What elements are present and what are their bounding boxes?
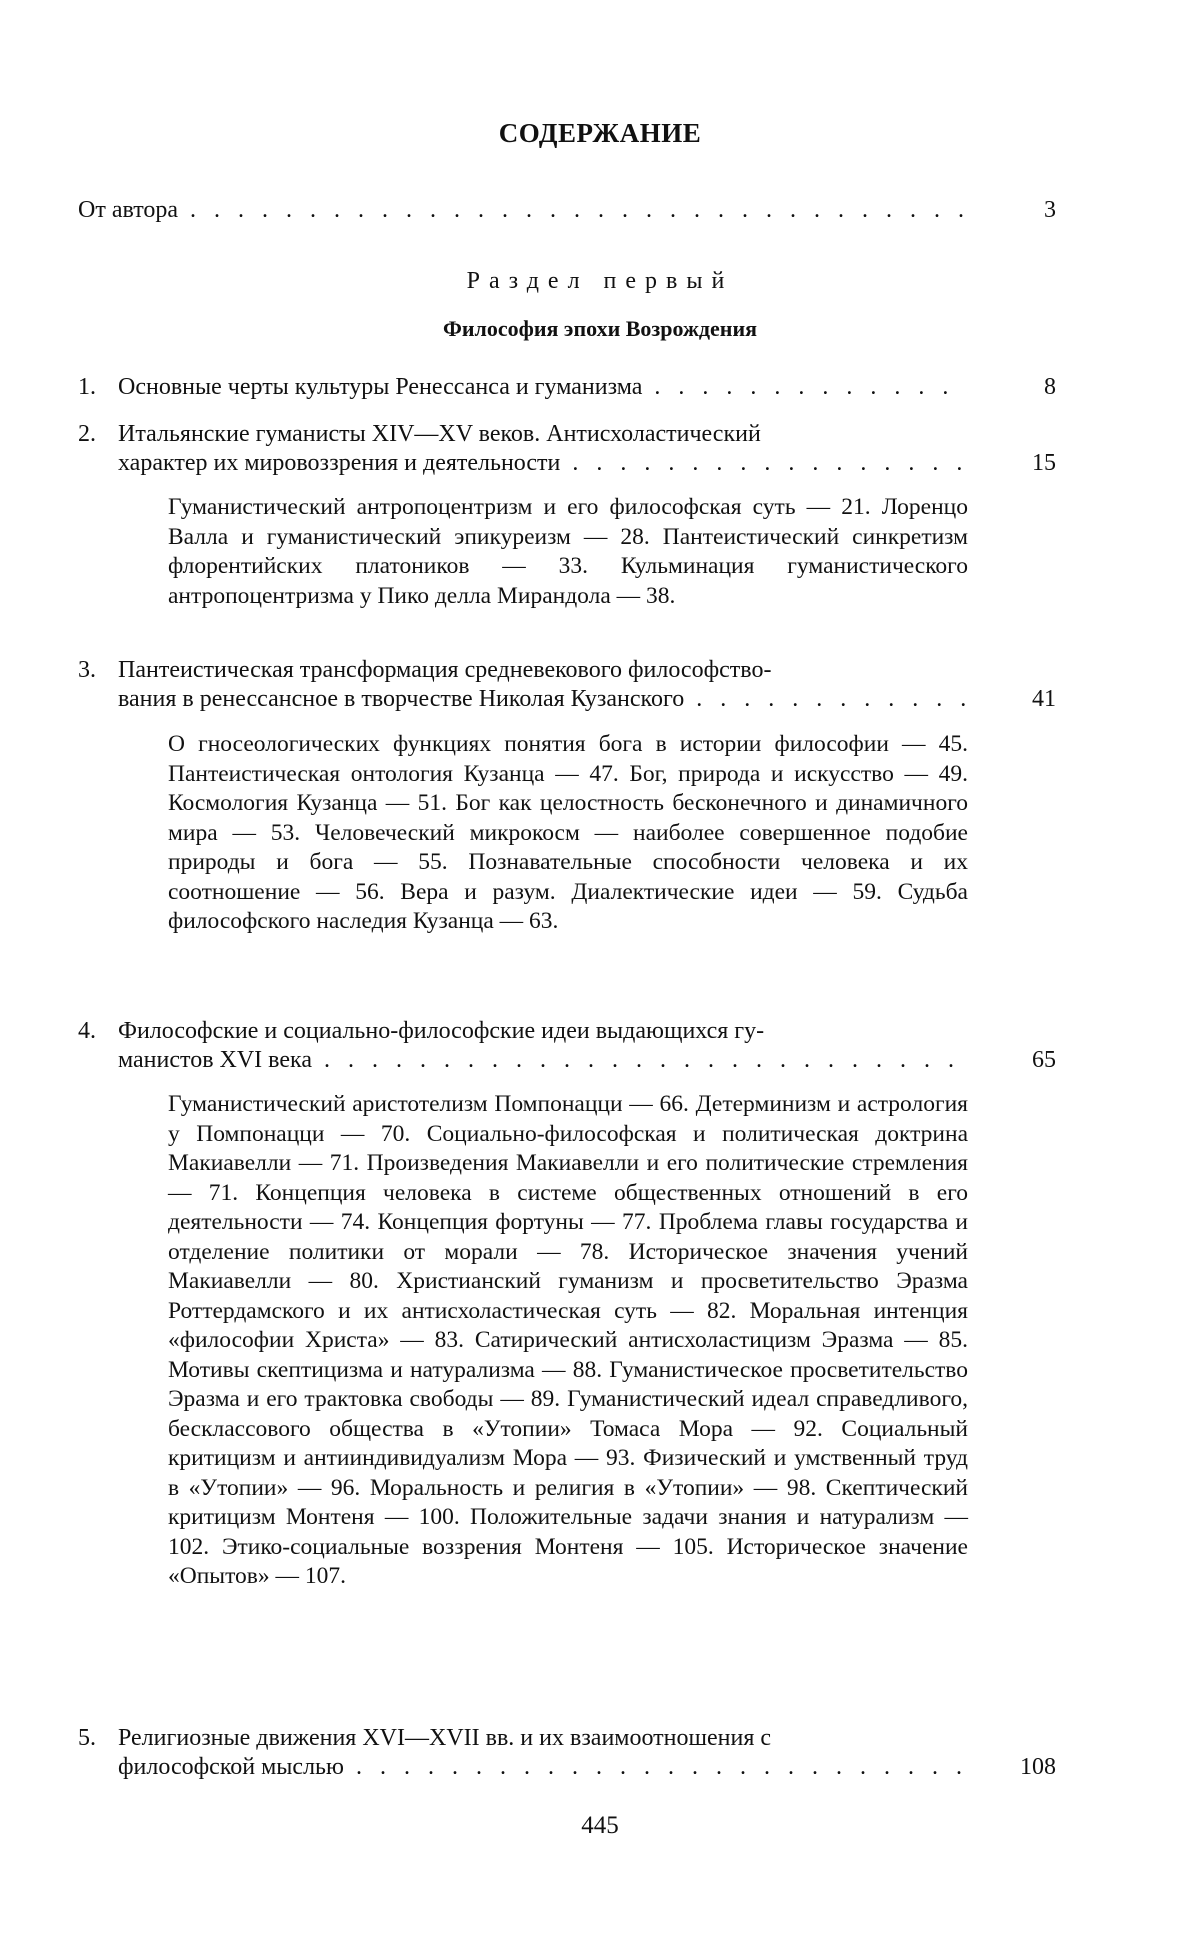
entry-page: 41 [1032,686,1056,712]
entry-line: философской мыслью . . . [118,1753,968,1782]
entry-line: манистов XVI века . . . [118,1046,968,1075]
entry-number: 5. [78,1725,96,1751]
entry-page: 65 [1032,1047,1056,1073]
entry-line: характер их мировоззрения и деятельности . . . [118,449,968,478]
subentry-block-1: Гуманистический антропоцентризм и его философская суть — 21. Лоренцо Валла и гуманистический эпикуреизм — 28. Пантеистический синкретизм флорентийских платоников — 33. Кульминация гуманистического антропоцентризма у Пико делла Мирандола — 38. [168,494,968,609]
subentry-block-2: О гносеологических функциях понятия бога в истории философии — 45. Пантеистическая онтология Кузанца — 47. Бог, природа и искусство — 49. Космология Кузанца — 51. Бог как целостность бесконечного и динамичного мира — 53. Человеческий микрокосм — наиболее совершенное подобие природы и бога — 55. Познавательные способности человека и их соотношение — 56. Вера и разум. Диалектические идеи — 59. Судьба философского наследия Кузанца — 63. [168,731,968,934]
entry-line: Основные черты культуры Ренессанса и гуманизма . . . [118,373,968,402]
entry-label: От автора . . . [78,196,978,225]
entry-line: Пантеистическая трансформация средневекового философство- [118,657,772,683]
entry-number: 3. [78,657,96,683]
page-number: 445 [581,1812,619,1839]
entry-page: 108 [1020,1754,1056,1780]
subentry-block-3: Гуманистический аристотелизм Помпонацци — 66. Детерминизм и астрология у Помпонацци — 70. Социально-философская и политическая доктрина Макиавелли — 71. Произведения Макиавелли и его политические стремления — 71. Концепция человека в системе общественных отношений в его деятельности — 74. Концепция фортуны — 77. Проблема главы государства и отделение политики от морали — 78. Историческое значения учений Макиавелли — 80. Христианский гуманизм и просветительство Эразма Роттердамского и их антисхоластическая суть — 82. Моральная интенция «философии Христа» — 83. Сатирический антисхоластицизм Эразма — 85. Мотивы скептицизма и натурализма — 88. Гуманистическое просветительство Эразма и его трактовка свободы — 89. Гуманистический идеал справедливого, бесклассового общества в «Утопии» Томаса Мора — 92. Социальный критицизм и антииндивидуализм Мора — 93. Физический и умственный труд в «Утопии» — 96. Моральность и религия в «Утопии» — 98. Скептический критицизм Монтеня — 100. Положительные задачи знания и натурализм — 102. Этико-социальные воззрения Монтеня — 105. Историческое значение «Опытов» — 107. [168,1091,968,1589]
section-title: Философия эпохи Возрождения [442,316,758,341]
section-label: Раздел первый [466,268,734,294]
entry-number: 4. [78,1018,96,1044]
page-title: СОДЕРЖАНИЕ [498,118,702,148]
entry-line: Философские и социально-философские идеи выдающихся гу- [118,1018,765,1044]
entry-number: 1. [78,374,96,400]
entry-line: Религиозные движения XVI—XVII вв. и их взаимоотношения с [118,1725,772,1751]
entry-number: 2. [78,421,96,447]
entry-page: 15 [1032,450,1056,476]
toc-entry-author[interactable] [78,196,1056,225]
entry-page: 3 [1044,197,1056,223]
entry-line: Итальянские гуманисты XIV—XV веков. Антисхоластический [118,421,761,447]
entry-line: вания в ренессансное в творчестве Николая Кузанского . . . [118,685,968,714]
entry-page: 8 [1044,374,1056,400]
